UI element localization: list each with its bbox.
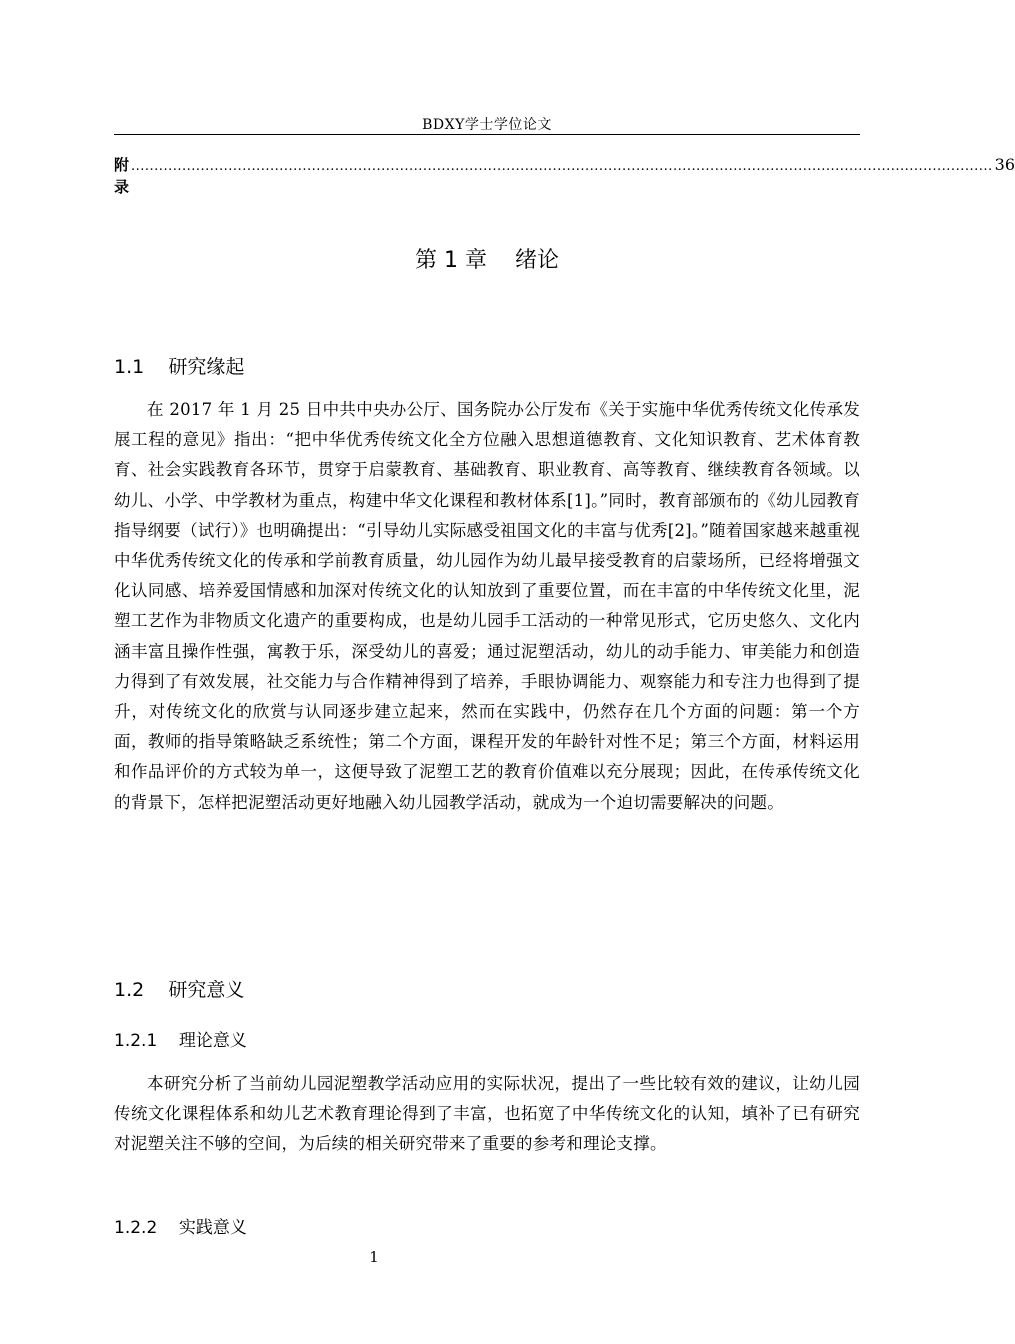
- toc-leader-dots: ..........................................................................................................................................................................................: [131, 159, 993, 174]
- subsection-heading-1-2-1: 1.2.1 理论意义: [114, 1031, 247, 1051]
- section-1-1-paragraph: 在 2017 年 1 月 25 日中共中央办公厅、国务院办公厅发布《关于实施中华优秀传统文化传承发展工程的意见》指出：“把中华优秀传统文化全方位融入思想道德教育、文化知识教育、艺术体育教育、社会实践教育各环节，贯穿于启蒙教育、基础教育、职业教育、高等教育、继续教育各领域。以幼儿、小学、中学教材为重点，构建中华文化课程和教材体系[1]。”同时，教育部颁布的《幼儿园教育指导纲要（试行）》也明确提出：“引导幼儿实际感受祖国文化的丰富与优秀[2]。”随着国家越来越重视中华优秀传统文化的传承和学前教育质量，幼儿园作为幼儿最早接受教育的启蒙场所，已经将增强文化认同感、培养爱国情感和加深对传统文化的认知放到了重要位置，而在丰富的中华传统文化里，泥塑工艺作为非物质文化遗产的重要构成，也是幼儿园手工活动的一种常见形式，它历史悠久、文化内涵丰富且操作性强，寓教于乐，深受幼儿的喜爱；通过泥塑活动，幼儿的动手能力、审美能力和创造力得到了有效发展，社交能力与合作精神得到了培养，手眼协调能力、观察能力和专注力也得到了提升，对传统文化的欣赏与认同逐步建立起来，然而在实践中，仍然存在几个方面的问题：第一个方面，教师的指导策略缺乏系统性；第二个方面，课程开发的年龄针对性不足；第三个方面，材料运用和作品评价的方式较为单一，这便导致了泥塑工艺的教育价值难以充分展现；因此，在传承传统文化的背景下，怎样把泥塑活动更好地融入幼儿园教学活动，就成为一个迫切需要解决的问题。: [114, 400, 860, 812]
- section-heading-1-1: 1.1 研究缘起: [114, 356, 245, 378]
- page-number: 1: [369, 1248, 379, 1266]
- subsection-heading-1-2-2: 1.2.2 实践意义: [114, 1218, 247, 1238]
- header-rule: [114, 134, 860, 135]
- chapter-title: 第 1 章 绪论: [415, 248, 559, 273]
- toc-entry-appendix[interactable]: [114, 154, 1015, 198]
- toc-entry-page: 36: [994, 155, 1015, 174]
- toc-entry-label: 附录: [114, 156, 130, 196]
- subsection-1-2-1-paragraph: 本研究分析了当前幼儿园泥塑教学活动应用的实际状况，提出了一些比较有效的建议，让幼儿园传统文化课程体系和幼儿艺术教育理论得到了丰富，也拓宽了中华传统文化的认知，填补了已有研究对泥塑关注不够的空间，为后续的相关研究带来了重要的参考和理论支撑。: [114, 1074, 860, 1154]
- section-heading-1-2: 1.2 研究意义: [114, 979, 245, 1001]
- running-header: BDXY学士学位论文: [422, 117, 552, 133]
